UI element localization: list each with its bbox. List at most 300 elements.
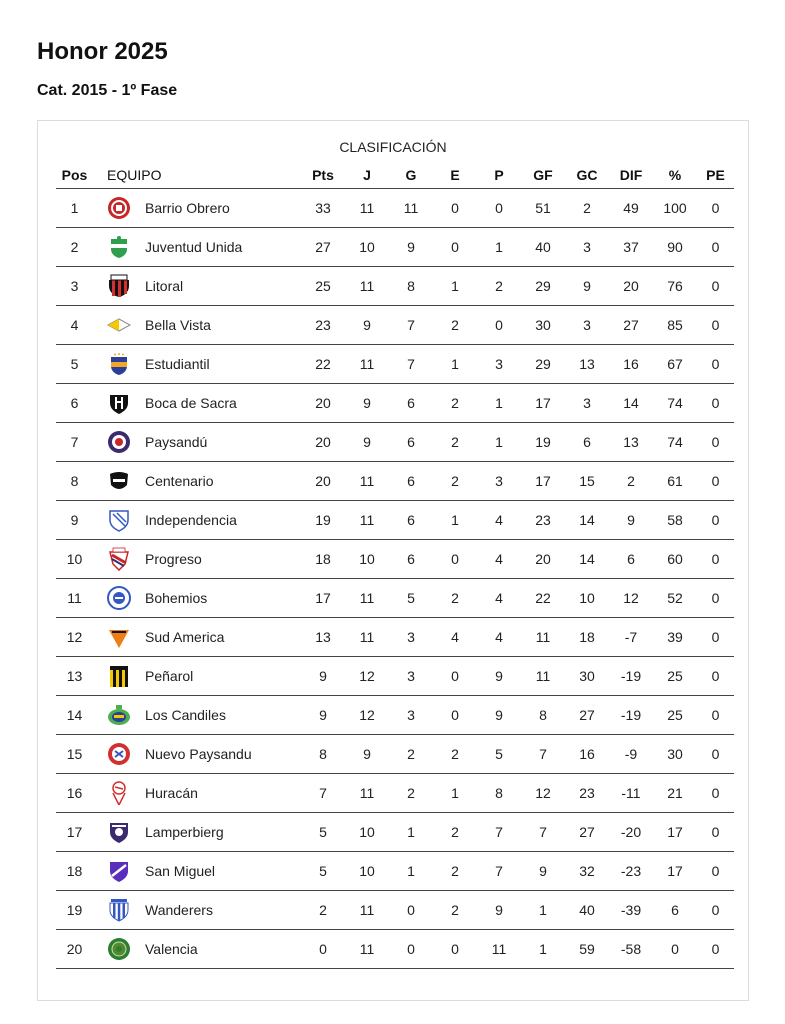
cell-p: 3 — [477, 345, 521, 384]
cell-gc: 18 — [565, 618, 609, 657]
cell-p: 0 — [477, 189, 521, 228]
col-header-pos: Pos — [56, 161, 93, 189]
cell-e: 2 — [433, 852, 477, 891]
cell-team — [93, 267, 301, 306]
cell-g: 3 — [389, 618, 433, 657]
cell-pos: 6 — [56, 384, 93, 423]
team-name: Sud America — [145, 629, 225, 645]
bella-vista-crest-icon — [107, 313, 131, 337]
cell-pct: 21 — [653, 774, 697, 813]
col-header-j: J — [345, 161, 389, 189]
table-row — [56, 657, 734, 696]
cell-team — [93, 384, 301, 423]
cell-team — [93, 345, 301, 384]
cell-team — [93, 930, 301, 969]
cell-pct: 17 — [653, 852, 697, 891]
team-name: Independencia — [145, 512, 237, 528]
table-row — [56, 462, 734, 501]
cell-dif: 16 — [609, 345, 653, 384]
cell-j: 11 — [345, 930, 389, 969]
cell-gc: 3 — [565, 384, 609, 423]
cell-pe: 0 — [697, 735, 734, 774]
cell-pos: 14 — [56, 696, 93, 735]
cell-g: 0 — [389, 930, 433, 969]
table-row — [56, 423, 734, 462]
team-name: San Miguel — [145, 863, 216, 879]
estudiantil-crest-icon — [107, 352, 131, 376]
cell-g: 1 — [389, 813, 433, 852]
cell-gf: 1 — [521, 891, 565, 930]
cell-dif: -9 — [609, 735, 653, 774]
cell-team — [93, 306, 301, 345]
cell-pts: 0 — [301, 930, 345, 969]
team-name: Wanderers — [145, 902, 213, 918]
page-subtitle: Cat. 2015 - 1º Fase — [37, 82, 178, 99]
cell-j: 12 — [345, 657, 389, 696]
cell-p: 7 — [477, 852, 521, 891]
cell-gc: 59 — [565, 930, 609, 969]
lamperbierg-crest-icon — [107, 820, 131, 844]
cell-p: 9 — [477, 696, 521, 735]
standings-body — [56, 189, 734, 969]
table-row — [56, 189, 734, 228]
team-name: Los Candiles — [145, 707, 226, 723]
cell-pct: 17 — [653, 813, 697, 852]
cell-pos: 1 — [56, 189, 93, 228]
cell-pct: 58 — [653, 501, 697, 540]
col-header-pe: PE — [697, 161, 734, 189]
cell-team — [93, 774, 301, 813]
cell-gf: 17 — [521, 462, 565, 501]
cell-pos: 18 — [56, 852, 93, 891]
cell-gf: 12 — [521, 774, 565, 813]
progreso-crest-icon — [107, 547, 131, 571]
cell-team — [93, 501, 301, 540]
cell-e: 0 — [433, 540, 477, 579]
valencia-crest-icon — [107, 937, 131, 961]
col-header-g: G — [389, 161, 433, 189]
cell-j: 11 — [345, 462, 389, 501]
cell-gc: 16 — [565, 735, 609, 774]
cell-pts: 33 — [301, 189, 345, 228]
cell-team — [93, 618, 301, 657]
cell-gf: 7 — [521, 813, 565, 852]
cell-e: 4 — [433, 618, 477, 657]
sud-america-crest-icon — [107, 625, 131, 649]
cell-p: 1 — [477, 384, 521, 423]
cell-g: 6 — [389, 540, 433, 579]
cell-e: 2 — [433, 813, 477, 852]
cell-p: 11 — [477, 930, 521, 969]
cell-pts: 5 — [301, 813, 345, 852]
paysandu-crest-icon — [107, 430, 131, 454]
cell-gc: 32 — [565, 852, 609, 891]
cell-team — [93, 696, 301, 735]
cell-gc: 30 — [565, 657, 609, 696]
cell-pts: 23 — [301, 306, 345, 345]
cell-j: 10 — [345, 228, 389, 267]
cell-team — [93, 540, 301, 579]
cell-pct: 39 — [653, 618, 697, 657]
cell-dif: 14 — [609, 384, 653, 423]
cell-e: 2 — [433, 384, 477, 423]
cell-pct: 61 — [653, 462, 697, 501]
cell-g: 2 — [389, 774, 433, 813]
cell-pe: 0 — [697, 423, 734, 462]
cell-e: 2 — [433, 891, 477, 930]
cell-pos: 16 — [56, 774, 93, 813]
cell-dif: 9 — [609, 501, 653, 540]
cell-pos: 5 — [56, 345, 93, 384]
cell-team — [93, 228, 301, 267]
cell-pct: 60 — [653, 540, 697, 579]
centenario-crest-icon — [107, 469, 131, 493]
table-row — [56, 540, 734, 579]
cell-dif: 12 — [609, 579, 653, 618]
table-row — [56, 891, 734, 930]
team-name: Lamperbierg — [145, 824, 224, 840]
cell-team — [93, 657, 301, 696]
col-header-team: EQUIPO — [93, 161, 301, 189]
cell-g: 1 — [389, 852, 433, 891]
cell-team — [93, 423, 301, 462]
cell-j: 11 — [345, 618, 389, 657]
table-caption: CLASIFICACIÓN — [339, 139, 447, 155]
cell-pct: 25 — [653, 696, 697, 735]
cell-pct: 100 — [653, 189, 697, 228]
cell-pct: 30 — [653, 735, 697, 774]
bohemios-crest-icon — [107, 586, 131, 610]
cell-e: 2 — [433, 735, 477, 774]
cell-dif: 27 — [609, 306, 653, 345]
cell-p: 9 — [477, 891, 521, 930]
cell-team — [93, 579, 301, 618]
cell-pct: 6 — [653, 891, 697, 930]
cell-pe: 0 — [697, 384, 734, 423]
cell-dif: -19 — [609, 696, 653, 735]
cell-g: 7 — [389, 345, 433, 384]
table-row — [56, 774, 734, 813]
col-header-pts: Pts — [301, 161, 345, 189]
team-name: Barrio Obrero — [145, 200, 230, 216]
cell-team — [93, 462, 301, 501]
cell-p: 4 — [477, 618, 521, 657]
independencia-crest-icon — [107, 508, 131, 532]
cell-g: 2 — [389, 735, 433, 774]
cell-e: 1 — [433, 501, 477, 540]
cell-pos: 17 — [56, 813, 93, 852]
cell-e: 2 — [433, 462, 477, 501]
cell-p: 3 — [477, 462, 521, 501]
cell-pos: 4 — [56, 306, 93, 345]
cell-pts: 9 — [301, 696, 345, 735]
cell-pct: 52 — [653, 579, 697, 618]
cell-p: 8 — [477, 774, 521, 813]
cell-p: 7 — [477, 813, 521, 852]
team-name: Peñarol — [145, 668, 194, 684]
cell-pe: 0 — [697, 462, 734, 501]
cell-pe: 0 — [697, 930, 734, 969]
cell-gc: 3 — [565, 228, 609, 267]
table-row — [56, 813, 734, 852]
cell-gf: 9 — [521, 852, 565, 891]
cell-gf: 40 — [521, 228, 565, 267]
cell-p: 1 — [477, 228, 521, 267]
cell-gf: 20 — [521, 540, 565, 579]
cell-pe: 0 — [697, 891, 734, 930]
cell-gf: 8 — [521, 696, 565, 735]
cell-gc: 23 — [565, 774, 609, 813]
cell-pts: 13 — [301, 618, 345, 657]
cell-pct: 90 — [653, 228, 697, 267]
table-row — [56, 930, 734, 969]
cell-j: 11 — [345, 189, 389, 228]
cell-pos: 2 — [56, 228, 93, 267]
cell-pct: 74 — [653, 423, 697, 462]
team-name: Bohemios — [145, 590, 208, 606]
cell-pe: 0 — [697, 540, 734, 579]
cell-gf: 11 — [521, 618, 565, 657]
team-name: Juventud Unida — [145, 239, 243, 255]
cell-e: 1 — [433, 774, 477, 813]
cell-e: 2 — [433, 579, 477, 618]
cell-j: 10 — [345, 540, 389, 579]
cell-j: 11 — [345, 891, 389, 930]
table-row — [56, 696, 734, 735]
cell-pct: 76 — [653, 267, 697, 306]
cell-p: 4 — [477, 540, 521, 579]
cell-pts: 8 — [301, 735, 345, 774]
cell-gf: 19 — [521, 423, 565, 462]
cell-j: 11 — [345, 267, 389, 306]
cell-pts: 22 — [301, 345, 345, 384]
cell-g: 8 — [389, 267, 433, 306]
team-name: Progreso — [145, 551, 202, 567]
cell-e: 2 — [433, 306, 477, 345]
cell-j: 12 — [345, 696, 389, 735]
cell-dif: 49 — [609, 189, 653, 228]
cell-pct: 67 — [653, 345, 697, 384]
cell-gf: 17 — [521, 384, 565, 423]
cell-dif: -23 — [609, 852, 653, 891]
col-header-e: E — [433, 161, 477, 189]
cell-pos: 11 — [56, 579, 93, 618]
cell-team — [93, 891, 301, 930]
cell-j: 11 — [345, 579, 389, 618]
cell-e: 2 — [433, 423, 477, 462]
table-row — [56, 267, 734, 306]
cell-gc: 15 — [565, 462, 609, 501]
cell-dif: 6 — [609, 540, 653, 579]
cell-pct: 25 — [653, 657, 697, 696]
table-row — [56, 852, 734, 891]
cell-pos: 15 — [56, 735, 93, 774]
cell-pts: 18 — [301, 540, 345, 579]
cell-g: 5 — [389, 579, 433, 618]
col-header-pct: % — [653, 161, 697, 189]
cell-pe: 0 — [697, 813, 734, 852]
cell-pos: 7 — [56, 423, 93, 462]
san-miguel-crest-icon — [107, 859, 131, 883]
cell-pts: 27 — [301, 228, 345, 267]
cell-gc: 2 — [565, 189, 609, 228]
col-header-p: P — [477, 161, 521, 189]
cell-g: 7 — [389, 306, 433, 345]
standings-card — [37, 120, 749, 1001]
cell-p: 4 — [477, 579, 521, 618]
cell-gf: 22 — [521, 579, 565, 618]
cell-pos: 12 — [56, 618, 93, 657]
cell-dif: 2 — [609, 462, 653, 501]
cell-pts: 20 — [301, 384, 345, 423]
cell-gf: 11 — [521, 657, 565, 696]
team-name: Estudiantil — [145, 356, 210, 372]
cell-gc: 40 — [565, 891, 609, 930]
col-header-dif: DIF — [609, 161, 653, 189]
table-header-row — [56, 161, 734, 189]
cell-gf: 1 — [521, 930, 565, 969]
cell-pts: 2 — [301, 891, 345, 930]
wanderers-crest-icon — [107, 898, 131, 922]
penarol-crest-icon — [107, 664, 131, 688]
cell-team — [93, 852, 301, 891]
cell-g: 3 — [389, 657, 433, 696]
cell-e: 0 — [433, 189, 477, 228]
cell-p: 0 — [477, 306, 521, 345]
cell-j: 10 — [345, 813, 389, 852]
cell-g: 6 — [389, 384, 433, 423]
cell-j: 9 — [345, 735, 389, 774]
cell-j: 11 — [345, 774, 389, 813]
table-row — [56, 579, 734, 618]
cell-g: 6 — [389, 462, 433, 501]
team-name: Boca de Sacra — [145, 395, 237, 411]
cell-dif: 37 — [609, 228, 653, 267]
cell-g: 6 — [389, 423, 433, 462]
cell-gc: 14 — [565, 540, 609, 579]
cell-dif: -19 — [609, 657, 653, 696]
cell-pos: 20 — [56, 930, 93, 969]
team-name: Valencia — [145, 941, 198, 957]
cell-pe: 0 — [697, 189, 734, 228]
page-title: Honor 2025 — [37, 38, 168, 65]
cell-gf: 51 — [521, 189, 565, 228]
table-row — [56, 306, 734, 345]
cell-pos: 10 — [56, 540, 93, 579]
cell-pos: 13 — [56, 657, 93, 696]
cell-dif: -58 — [609, 930, 653, 969]
cell-gc: 13 — [565, 345, 609, 384]
cell-team — [93, 189, 301, 228]
table-row — [56, 345, 734, 384]
cell-e: 0 — [433, 657, 477, 696]
cell-pe: 0 — [697, 618, 734, 657]
cell-dif: -7 — [609, 618, 653, 657]
cell-dif: 20 — [609, 267, 653, 306]
team-name: Centenario — [145, 473, 214, 489]
cell-team — [93, 813, 301, 852]
cell-pts: 9 — [301, 657, 345, 696]
cell-pts: 25 — [301, 267, 345, 306]
cell-pts: 7 — [301, 774, 345, 813]
cell-g: 0 — [389, 891, 433, 930]
barrio-obrero-crest-icon — [107, 196, 131, 220]
cell-gc: 3 — [565, 306, 609, 345]
los-candiles-crest-icon — [107, 703, 131, 727]
cell-gc: 27 — [565, 813, 609, 852]
cell-e: 1 — [433, 267, 477, 306]
cell-pe: 0 — [697, 501, 734, 540]
cell-pe: 0 — [697, 579, 734, 618]
standings-table — [56, 161, 734, 969]
col-header-gf: GF — [521, 161, 565, 189]
cell-e: 0 — [433, 228, 477, 267]
cell-pct: 0 — [653, 930, 697, 969]
cell-j: 11 — [345, 501, 389, 540]
cell-pe: 0 — [697, 774, 734, 813]
cell-pe: 0 — [697, 306, 734, 345]
nuevo-paysandu-crest-icon — [107, 742, 131, 766]
cell-p: 5 — [477, 735, 521, 774]
cell-j: 10 — [345, 852, 389, 891]
boca-de-sacra-crest-icon — [107, 391, 131, 415]
cell-p: 9 — [477, 657, 521, 696]
cell-pos: 19 — [56, 891, 93, 930]
team-name: Paysandú — [145, 434, 208, 450]
cell-dif: 13 — [609, 423, 653, 462]
cell-e: 0 — [433, 696, 477, 735]
cell-g: 11 — [389, 189, 433, 228]
cell-pos: 8 — [56, 462, 93, 501]
cell-p: 2 — [477, 267, 521, 306]
cell-e: 0 — [433, 930, 477, 969]
cell-team — [93, 735, 301, 774]
litoral-crest-icon — [107, 274, 131, 298]
table-row — [56, 384, 734, 423]
cell-pct: 85 — [653, 306, 697, 345]
table-row — [56, 501, 734, 540]
cell-p: 1 — [477, 423, 521, 462]
cell-j: 9 — [345, 423, 389, 462]
table-row — [56, 618, 734, 657]
cell-pe: 0 — [697, 657, 734, 696]
cell-e: 1 — [433, 345, 477, 384]
cell-gf: 29 — [521, 267, 565, 306]
cell-dif: -20 — [609, 813, 653, 852]
cell-g: 9 — [389, 228, 433, 267]
cell-gc: 10 — [565, 579, 609, 618]
huracan-crest-icon — [107, 781, 131, 805]
cell-gc: 6 — [565, 423, 609, 462]
cell-gf: 29 — [521, 345, 565, 384]
cell-dif: -39 — [609, 891, 653, 930]
table-row — [56, 735, 734, 774]
table-row — [56, 228, 734, 267]
cell-dif: -11 — [609, 774, 653, 813]
cell-g: 6 — [389, 501, 433, 540]
team-name: Nuevo Paysandu — [145, 746, 252, 762]
cell-pts: 17 — [301, 579, 345, 618]
team-name: Litoral — [145, 278, 184, 294]
cell-pe: 0 — [697, 852, 734, 891]
cell-pct: 74 — [653, 384, 697, 423]
cell-p: 4 — [477, 501, 521, 540]
team-name: Huracán — [145, 785, 198, 801]
cell-pe: 0 — [697, 696, 734, 735]
cell-j: 11 — [345, 345, 389, 384]
cell-gc: 27 — [565, 696, 609, 735]
cell-j: 9 — [345, 306, 389, 345]
